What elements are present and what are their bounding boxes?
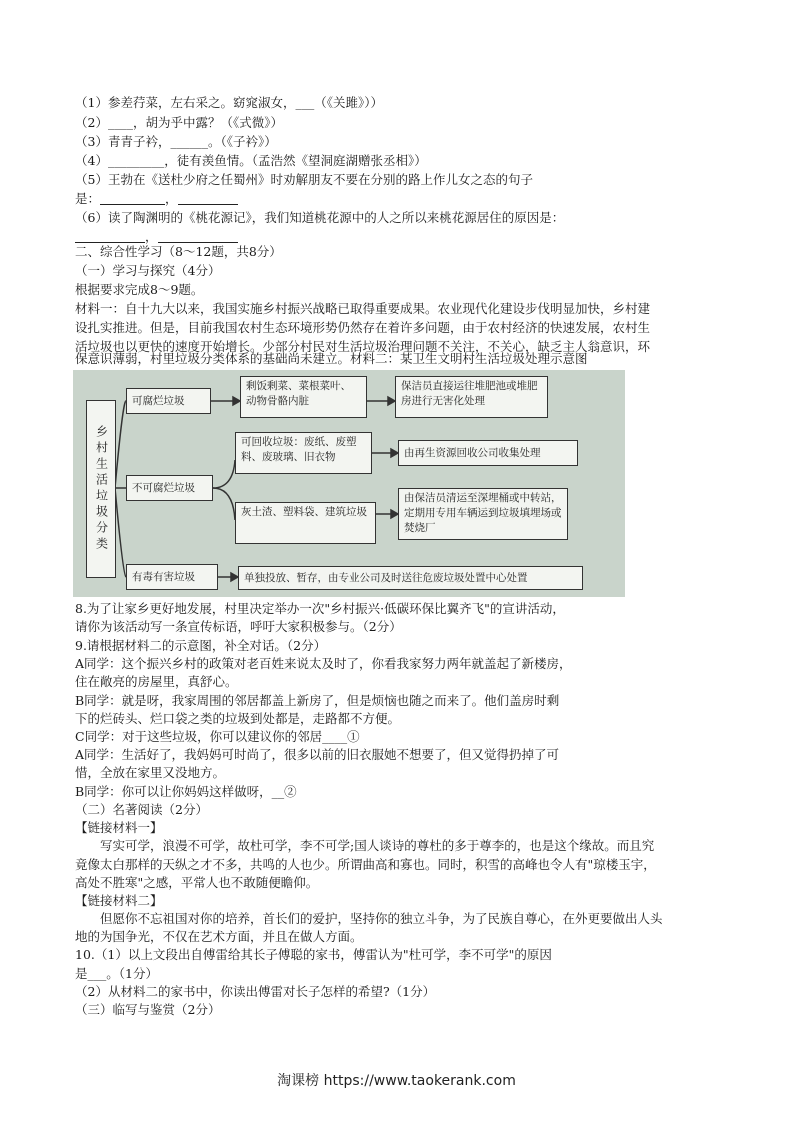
question-6-line1: （6）读了陶渊明的《桃花源记》，我们知道桃花源中的人之所以来桃花源居住的原因是： — [75, 210, 565, 225]
rottable-items: 剩饭剩菜、菜根菜叶、动物骨骼内脏 — [240, 376, 367, 418]
dialogue-b2: B同学：你可以让你妈妈这样做呀，__② — [75, 784, 297, 799]
instruction-text: 根据要求完成8～9题。 — [75, 282, 204, 297]
question-9: 9.请根据材料二的示意图，补全对话。（2分） — [75, 638, 327, 653]
non-rottable-action-2: 由保洁员清运至深埋桶或中转站，定期用专用车辆运到垃圾填埋场或焚烧厂 — [398, 488, 568, 540]
question-8-line2: 请你为该活动写一条宣传标语，呼吁大家积极参与。（2分） — [75, 619, 402, 634]
question-10-line1: 10.（1）以上文段出自傅雷给其长子傅聪的家书，傅雷认为"杜可学，李不可学"的原因 — [75, 947, 552, 962]
material-1-line1: 材料一：自十九大以来，我国实施乡村振兴战略已取得重要成果。农业现代化建设步伐明显加快，乡村建 — [75, 301, 651, 316]
question-3: （3）青青子衿，______。（《子衿》） — [75, 134, 277, 149]
question-2: （2）____，胡为乎中露？（《式微》） — [75, 115, 283, 130]
answer-blank — [100, 191, 165, 205]
material-1-line2: 设扎实推进。但是，目前我国农村生态环境形势仍然存在着许多问题，由于农村经济的快速发展，农村生 — [75, 320, 651, 335]
dialogue-b1-line1: B同学：就是呀，我家周围的邻居都盖上新房了，但是烦恼也随之而来了。他们盖房时剩 — [75, 693, 560, 708]
non-rottable-items-2: 灰土渣、塑料袋、建筑垃圾 — [235, 502, 376, 544]
footer-watermark: 淘课榜 https://www.taokerank.com — [277, 1073, 516, 1089]
dialogue-b1-line2: 下的烂砖头、烂口袋之类的垃圾到处都是，走路都不方便。 — [75, 711, 401, 726]
garbage-classification-diagram — [73, 370, 625, 597]
non-rottable-action-1: 由再生资源回收公司收集处理 — [398, 440, 578, 466]
question-10-part2: （2）从材料二的家书中，你读出傅雷对长子怎样的希望?（1分） — [75, 984, 436, 999]
non-rottable-items-1: 可回收垃圾：废纸、废塑料、废玻璃、旧衣物 — [235, 432, 372, 474]
root-box: 乡村生活垃圾分类 — [86, 400, 116, 578]
link-material-1-line3: 高处不胜寒"之感，平常人也不敢随便瞻仰。 — [75, 875, 319, 890]
material-1-line4: 保意识薄弱，村里垃圾分类体系的基础尚未建立。材料二：某卫生文明村生活垃圾处理示意图 — [75, 351, 588, 366]
subsection-2-heading: （二）名著阅读（2分） — [75, 802, 208, 817]
question-10-line2: 是___。（1分） — [75, 966, 158, 981]
dialogue-a1-line1: A同学：这个振兴乡村的政策对老百姓来说太及时了，你看我家努力两年就盖起了新楼房， — [75, 656, 572, 671]
question-1: （1）参差荇菜，左右采之。窈窕淑女，___（《关雎》）） — [75, 95, 383, 110]
link-material-1-line2: 竟像太白那样的天纵之才不多，共鸣的人也少。所谓曲高和寡也。同时，积雪的高峰也令人有"琼楼玉宇， — [75, 857, 656, 872]
category-rottable: 可腐烂垃圾 — [126, 388, 211, 414]
dialogue-c1: C同学：对于这些垃圾，你可以建议你的邻居____① — [75, 729, 360, 744]
subsection-1-heading: （一）学习与探究（4分） — [75, 263, 221, 278]
answer-blank — [158, 229, 238, 243]
question-6-line2: ， — [75, 228, 238, 246]
link-material-1-line1: 写实可学，浪漫不可学，故杜可学，李不可学;国人谈诗的尊杜的多于尊李的，也是这个缘故。而且究 — [100, 838, 655, 853]
hazardous-action: 单独投放、暂存，由专业公司及时送往危废垃圾处置中心处置 — [238, 566, 583, 590]
dialogue-a2-line2: 惜，全放在家里又没地方。 — [75, 765, 226, 780]
question-5-line1: （5）王勃在《送杜少府之任蜀州》时劝解朋友不要在分别的路上作儿女之态的句子 — [75, 172, 533, 187]
subsection-3-heading: （三）临写与鉴赏（2分） — [75, 1002, 221, 1017]
link-material-1-heading: 【链接材料一】 — [75, 820, 163, 835]
rottable-action: 保洁员直接运往堆肥池或堆肥房进行无害化处理 — [395, 376, 548, 418]
dialogue-a2-line1: A同学：生活好了，我妈妈可时尚了，很多以前的旧衣服她不想要了，但又觉得扔掉了可 — [75, 747, 560, 762]
category-hazardous: 有毒有害垃圾 — [126, 564, 218, 590]
dialogue-a1-line2: 住在敞亮的房屋里，真舒心。 — [75, 674, 238, 689]
link-material-2-heading: 【链接材料二】 — [75, 893, 163, 908]
question-8-line1: 8.为了让家乡更好地发展，村里决定举办一次"乡村振兴·低碳环保比翼齐飞"的宣讲活动， — [75, 601, 565, 616]
link-material-2-line1: 但愿你不忘祖国对你的培养，首长们的爱护，坚持你的独立斗争，为了民族自尊心，在外更要做出人头 — [100, 911, 663, 926]
answer-blank — [178, 191, 238, 205]
section-2-heading: 二、综合性学习（8～12题，共8分） — [75, 244, 282, 259]
question-5-prefix: 是： — [75, 191, 101, 206]
question-4: （4）_________，徒有羡鱼情。（孟浩然《望洞庭湖赠张丞相》） — [75, 153, 427, 168]
link-material-2-line2: 地的为国争光，不仅在艺术方面，并且在做人方面。 — [75, 929, 363, 944]
material-1-line3: 活垃圾也以更快的速度开始增长。少部分村民对生活垃圾治理问题不关注，不关心，缺乏主人翁意识，环 — [75, 339, 651, 354]
category-non-rottable: 不可腐烂垃圾 — [126, 475, 213, 501]
answer-blank — [75, 229, 145, 243]
question-5-line2: 是： ， — [75, 190, 238, 208]
